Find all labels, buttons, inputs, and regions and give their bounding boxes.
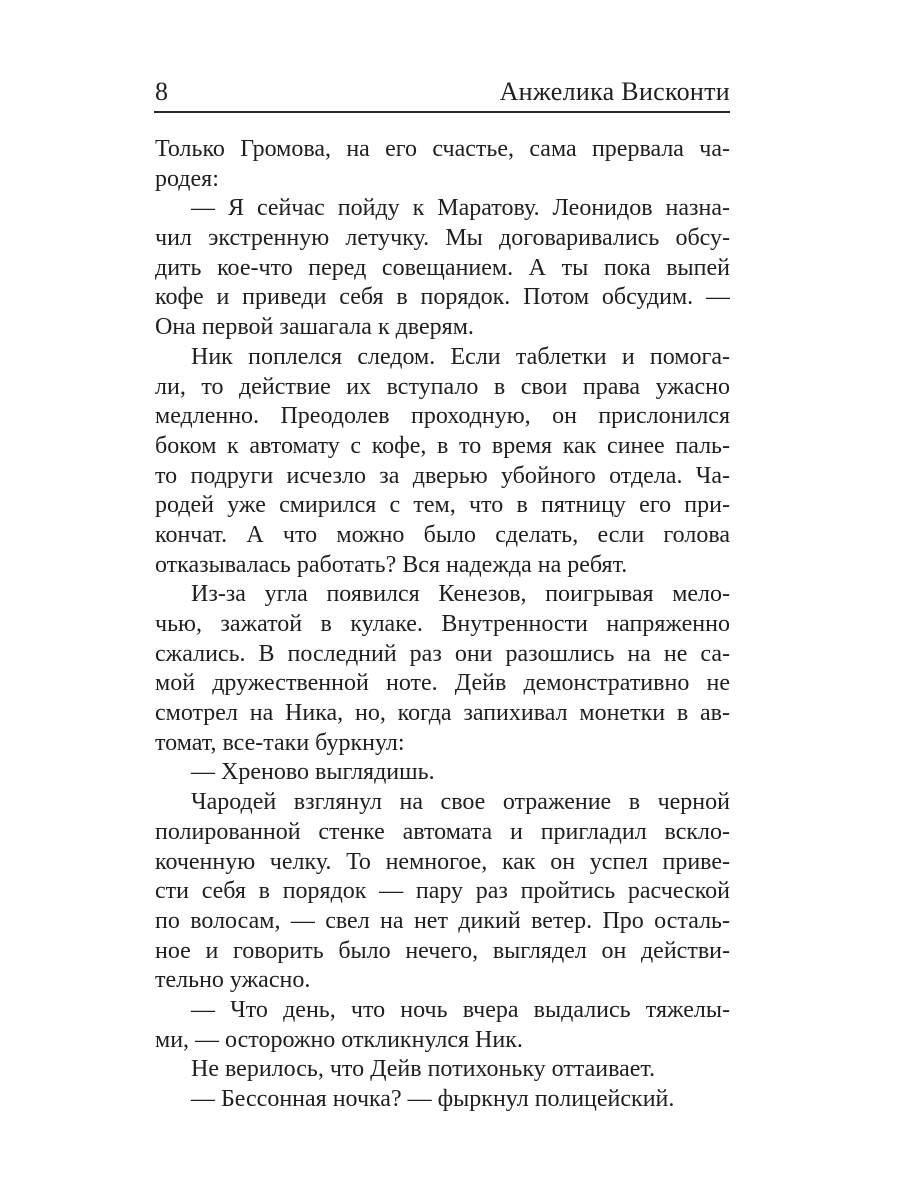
text-line: ли, то действие их вступало в свои права ужасно	[155, 373, 730, 400]
text-line: томат, все-таки буркнул:	[155, 729, 405, 756]
text-line: отказывалась работать? Вся надежда на ребят.	[155, 551, 628, 578]
text-line: по волосам, — свел на нет дикий ветер. Про осталь-	[155, 907, 730, 934]
text-line: то подруги исчезло за дверью убойного отдела. Ча-	[155, 462, 730, 489]
body-text	[155, 135, 730, 1115]
text-line: сти себя в порядок — пару раз пройтись расческой	[155, 878, 730, 905]
text-line: — Я сейчас пойду к Маратову. Леонидов назна-	[191, 195, 730, 222]
text-line: — Бессонная ночка? — фыркнул полицейский.	[191, 1086, 675, 1112]
text-line: Она первой зашагала к дверям.	[155, 314, 474, 341]
text-line: смотрел на Ника, но, когда запихивал монетки в ав-	[155, 700, 730, 727]
text-line: боком к автомату с кофе, в то время как синее паль-	[155, 432, 730, 459]
text-line: Чародей взглянул на свое отражение в черной	[191, 789, 730, 816]
text-line: чил экстренную летучку. Мы договаривались обсу-	[155, 225, 730, 252]
text-line: чью, зажатой в кулаке. Внутренности напряженно	[155, 611, 730, 637]
text-line: Из-за угла появился Кенезов, поигрывая мело-	[191, 581, 730, 608]
text-line: кончат. А что можно было сделать, если голова	[155, 521, 730, 548]
text-line: родей уже смирился с тем, что в пятницу его при-	[155, 492, 730, 519]
text-line: медленно. Преодолев проходную, он прислонился	[155, 403, 730, 430]
text-line: коченную челку. То немногое, как он успел приве-	[155, 848, 730, 875]
header-rule	[154, 111, 730, 113]
text-line: ное и говорить было нечего, выглядел он действи-	[155, 937, 730, 964]
text-line: дить кое-что перед совещанием. А ты пока выпей	[155, 254, 730, 281]
text-line: тельно ужасно.	[155, 967, 311, 994]
text-line: родея:	[155, 165, 219, 192]
page-number: 8	[155, 77, 169, 106]
text-line: Не верилось, что Дейв потихоньку оттаивает.	[191, 1056, 656, 1083]
text-line: полированной стенке автомата и пригладил вскло-	[155, 818, 730, 845]
text-line: кофе и приведи себя в порядок. Потом обсудим. —	[155, 284, 730, 311]
text-line: Только Громова, на его счастье, сама прервала ча-	[155, 136, 730, 162]
text-line: мой дружественной ноте. Дейв демонстративно не	[155, 670, 730, 697]
text-line: сжались. В последний раз они разошлись на не са-	[155, 640, 730, 667]
running-title: Анжелика Висконти	[499, 77, 730, 106]
page-header	[155, 77, 730, 107]
text-line: — Хреново выглядишь.	[191, 759, 435, 786]
text-line: — Что день, что ночь вчера выдались тяжелы-	[191, 996, 730, 1023]
text-line: Ник поплелся следом. Если таблетки и помога-	[191, 343, 730, 370]
text-line: ми, — осторожно откликнулся Ник.	[155, 1026, 523, 1053]
